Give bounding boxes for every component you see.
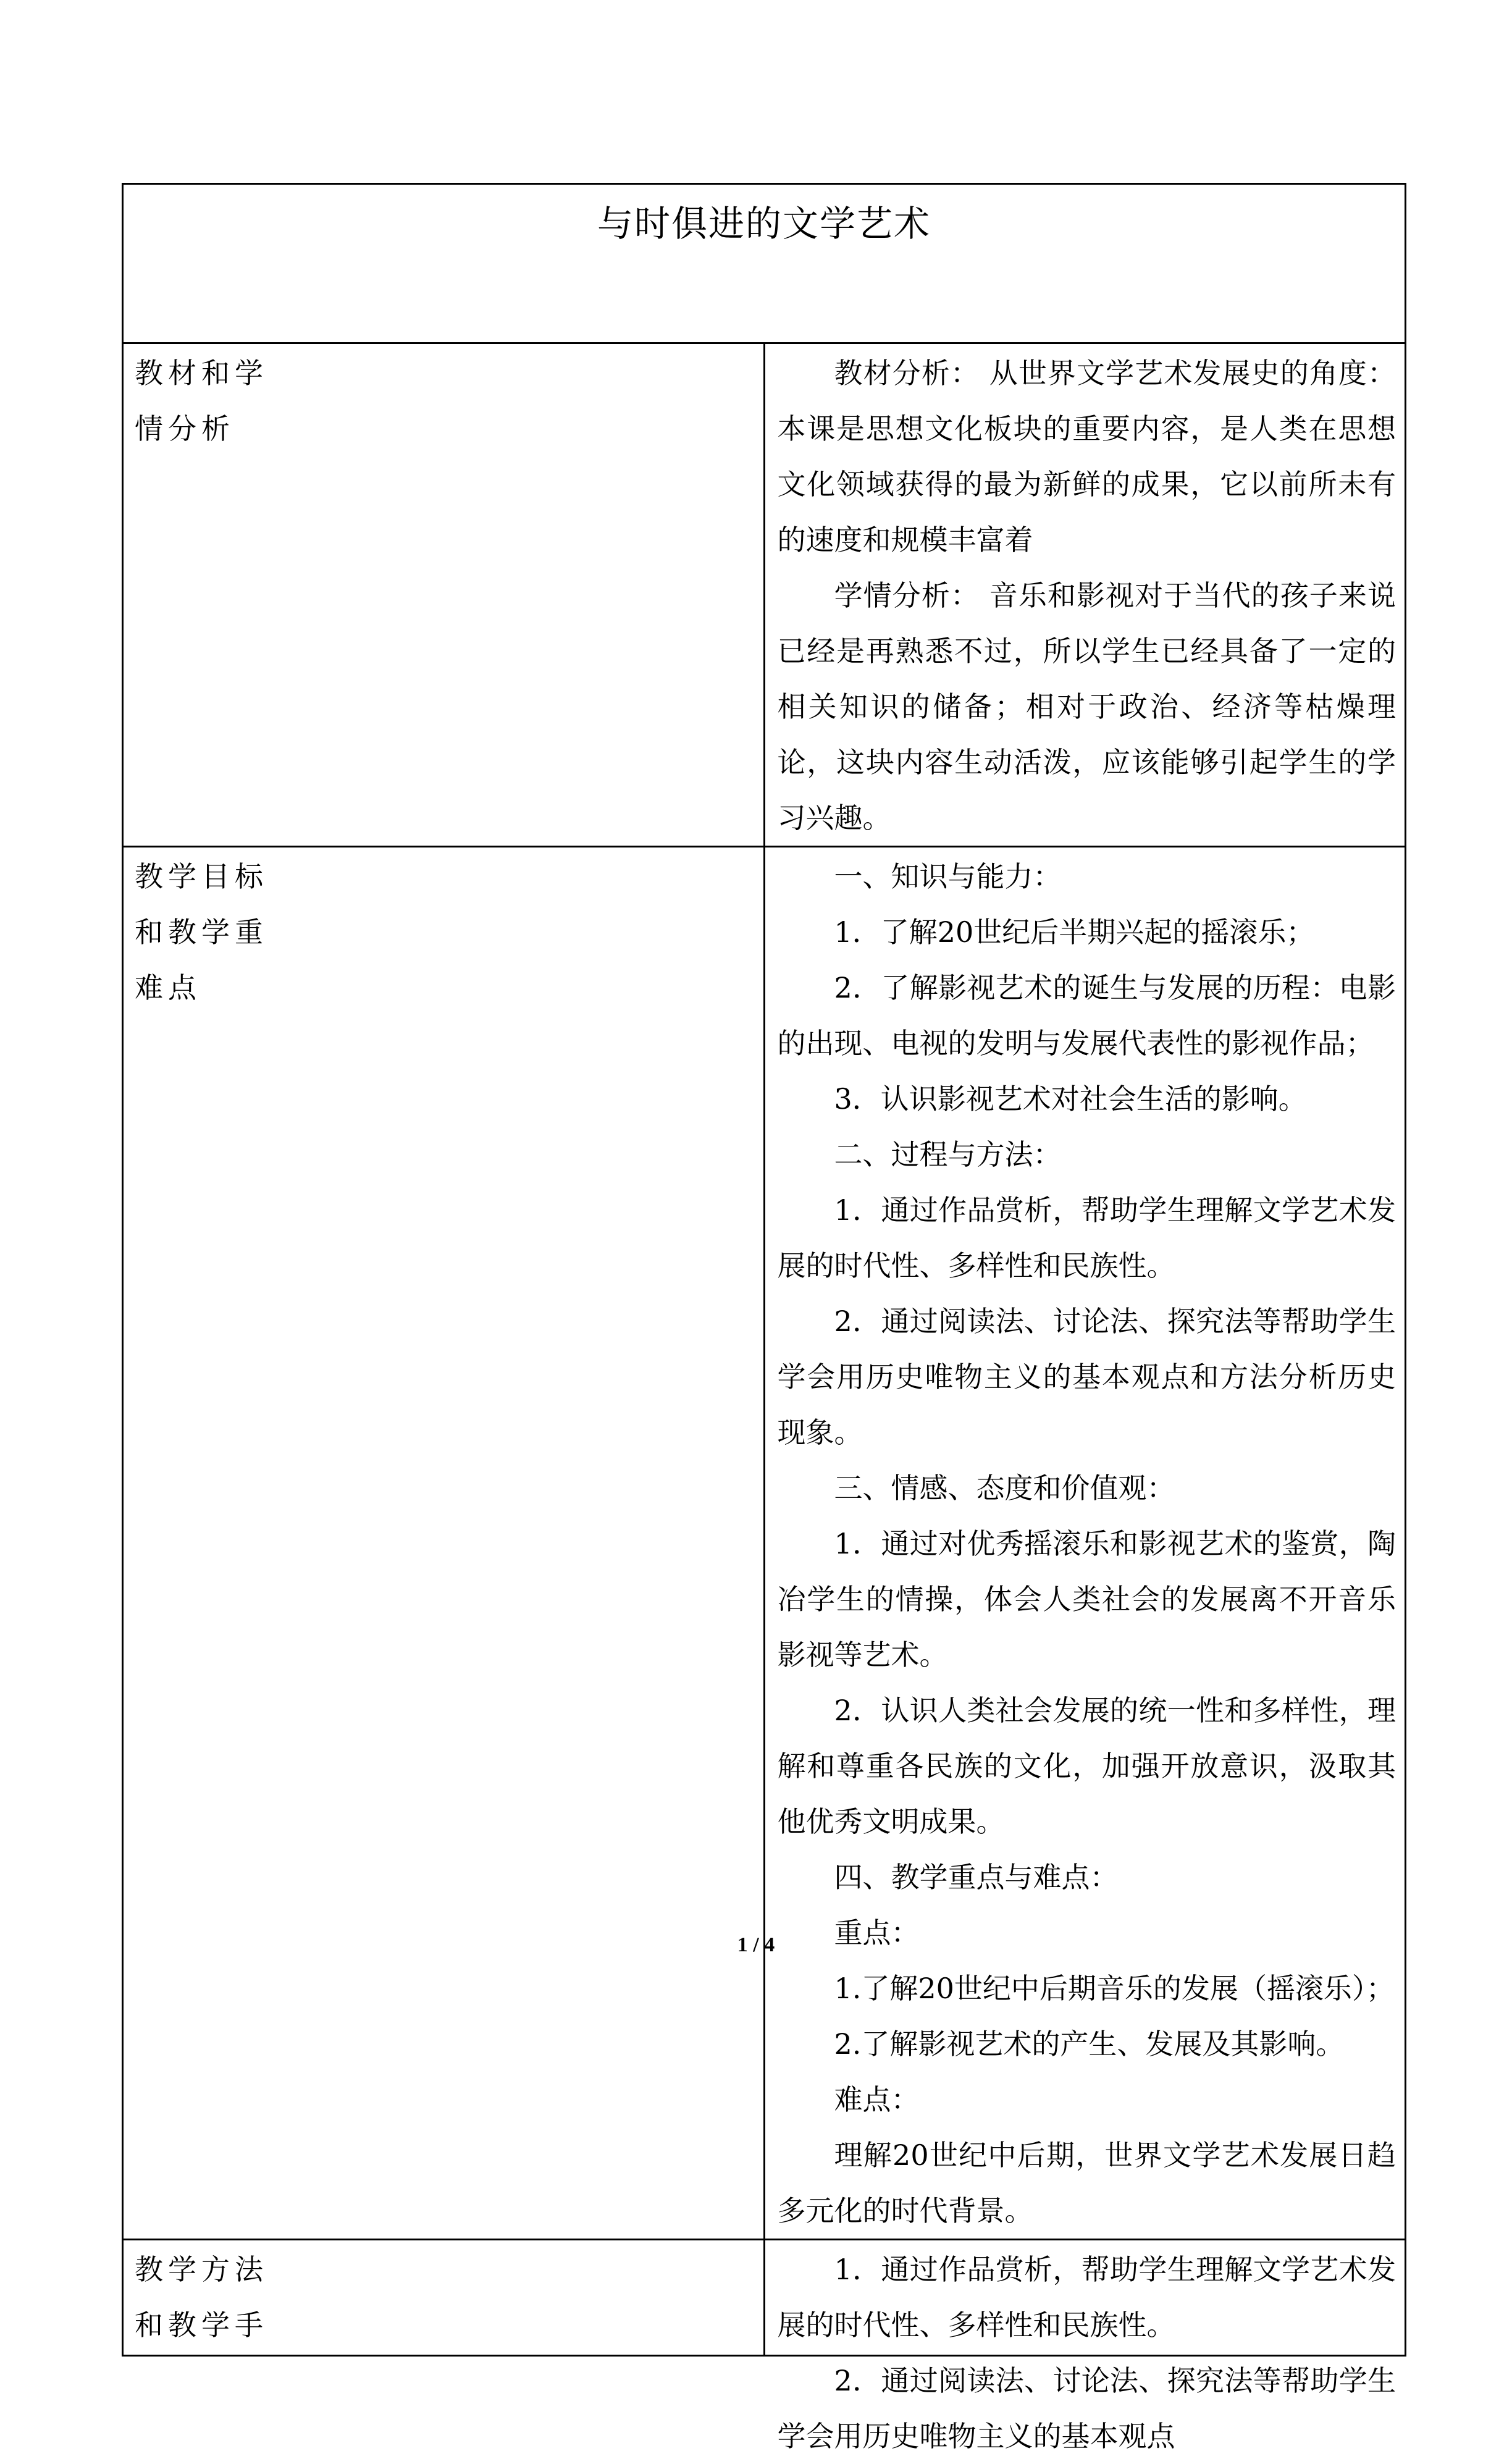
analysis-label-line: 教材和学	[135, 356, 268, 390]
goals-label-cell	[123, 847, 765, 2240]
goals-subheading-key: 重点：	[834, 1916, 920, 1949]
methods-paragraph: 2．通过阅读法、讨论法、探究法等帮助学生学会用历史唯物主义的基本观点	[777, 2364, 1396, 2453]
goals-heading-knowledge: 一、知识与能力：	[834, 860, 1062, 893]
title-row	[123, 184, 1406, 343]
goals-paragraph: 1．了解20世纪后半期兴起的摇滚乐；	[834, 915, 1315, 949]
goals-paragraph: 理解20世纪中后期，世界文学艺术发展日趋多元化的时代背景。	[777, 2138, 1396, 2227]
goals-content-cell	[764, 847, 1406, 2240]
title-cell	[123, 184, 1406, 343]
goals-heading-process: 二、过程与方法：	[834, 1138, 1062, 1171]
goals-paragraph: 2．通过阅读法、讨论法、探究法等帮助学生学会用历史唯物主义的基本观点和方法分析历史现象。	[777, 1305, 1396, 1449]
methods-label-line: 教学方法	[135, 2253, 268, 2286]
methods-label-wrapper	[135, 2242, 755, 2353]
analysis-content-cell	[764, 343, 1406, 847]
goals-label-line: 教学目标	[135, 860, 268, 893]
goals-paragraph: 3．认识影视艺术对社会生活的影响。	[834, 1082, 1307, 1116]
goals-paragraph: 2．了解影视艺术的诞生与发展的历程：电影的出现、电视的发明与发展代表性的影视作品；	[777, 971, 1396, 1060]
analysis-label-cell	[123, 343, 765, 847]
methods-content-wrapper	[777, 2242, 1396, 2453]
goals-label-line: 难点	[135, 971, 201, 1004]
goals-heading-values: 三、情感、态度和价值观：	[834, 1471, 1175, 1505]
goals-paragraph: 1．通过对优秀摇滚乐和影视艺术的鉴赏，陶冶学生的情操，体会人类社会的发展离不开音乐影视等艺术。	[777, 1527, 1396, 1671]
methods-content-cell	[764, 2240, 1406, 2453]
goals-paragraph: 1.了解20世纪中后期音乐的发展（摇滚乐）；	[834, 1972, 1395, 2005]
methods-row	[123, 2240, 1406, 2356]
goals-heading-focus: 四、教学重点与难点：	[834, 1861, 1119, 1894]
methods-label-line: 和教学手	[135, 2308, 268, 2342]
goals-label-line: 和教学重	[135, 915, 268, 949]
analysis-paragraph: 学情分析： 音乐和影视对于当代的孩子来说已经是再熟悉不过，所以学生已经具备了一定的相关知识的储备；相对于政治、经济等枯燥理论，这块内容生动活泼，应该能够引起学生的学习兴趣。	[777, 579, 1396, 835]
goals-paragraph: 2．认识人类社会发展的统一性和多样性，理解和尊重各民族的文化，加强开放意识，汲取其他优秀文明成果。	[777, 1694, 1396, 1838]
lesson-plan-table	[122, 183, 1406, 2453]
page-number: 1 / 4	[737, 1933, 775, 1956]
document-title: 与时俱进的文学艺术	[597, 203, 931, 245]
analysis-paragraph: 教材分析： 从世界文学艺术发展史的角度：本课是思想文化板块的重要内容，是人类在思想文化领域获得的最为新鲜的成果，它以前所未有的速度和规模丰富着	[777, 356, 1396, 557]
methods-paragraph: 1．通过作品赏析，帮助学生理解文学艺术发展的时代性、多样性和民族性。	[777, 2253, 1396, 2342]
goals-paragraph: 1．通过作品赏析，帮助学生理解文学艺术发展的时代性、多样性和民族性。	[777, 1193, 1396, 1282]
goals-row	[123, 847, 1406, 2240]
analysis-row	[123, 343, 1406, 847]
methods-label-cell	[123, 2240, 765, 2356]
goals-paragraph: 2.了解影视艺术的产生、发展及其影响。	[834, 2027, 1345, 2061]
analysis-label-line: 情分析	[135, 412, 235, 445]
goals-subheading-difficult: 难点：	[834, 2083, 920, 2116]
